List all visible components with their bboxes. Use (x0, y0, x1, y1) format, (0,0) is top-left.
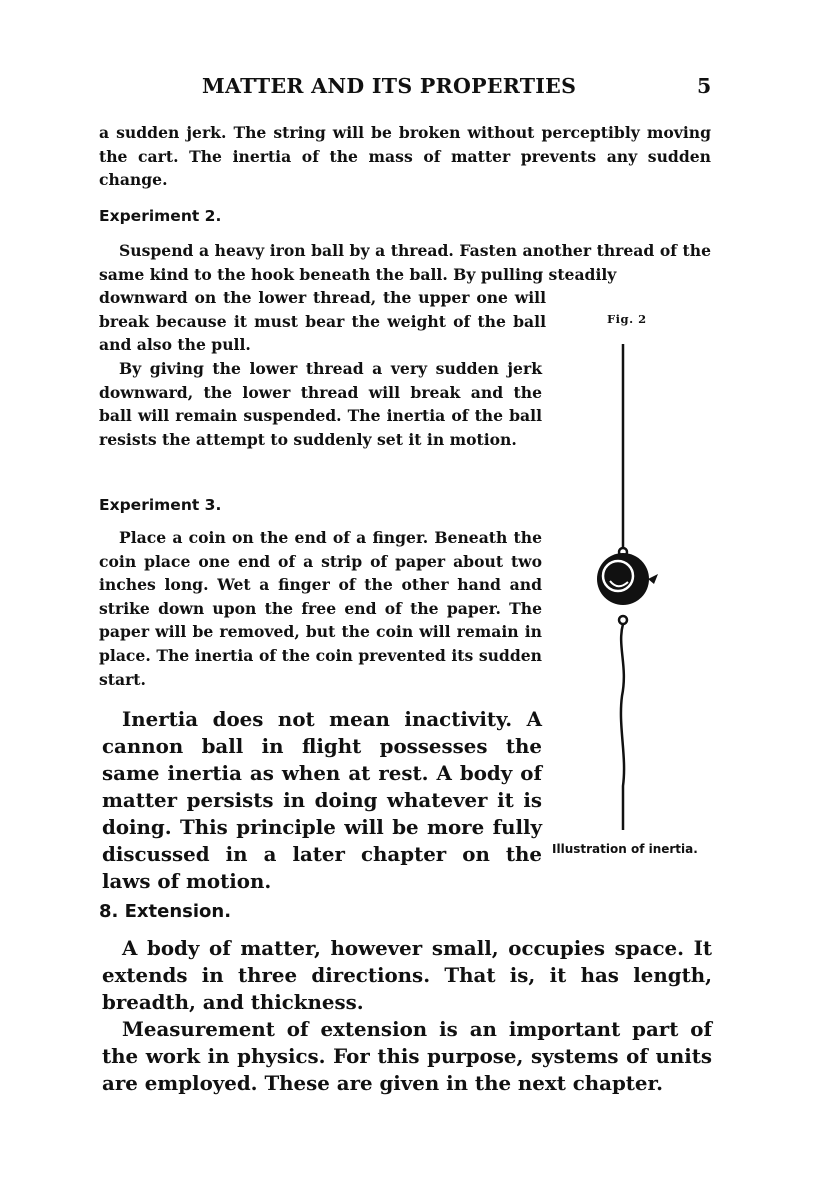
ball-lug (648, 574, 658, 584)
figure-label: Fig. 2 (607, 312, 647, 326)
experiment-3-heading: Experiment 3. (99, 496, 222, 514)
experiment-2-heading: Experiment 2. (99, 207, 222, 225)
page-number: 5 (697, 74, 712, 98)
inertia-figure (580, 336, 670, 836)
experiment-2-paragraph-narrow: downward on the lower thread, the upper one will break because it must bear the weight of the ball and also the pull. (99, 288, 546, 355)
experiment-3-paragraph: Place a coin on the end of a finger. Beneath the coin place one end of a strip of paper about two inches long. Wet a finger of the other hand and strike down upon the free end of the paper. The paper will be removed, but the coin will remain in place. The inertia of the coin prevented its sudden start. (99, 528, 542, 689)
lower-hook (619, 616, 627, 624)
extension-paragraph-1: A body of matter, however small, occupies space. It extends in three directions. That is, it has length, breadth, and thickness. (102, 936, 712, 1014)
intro-paragraph: a sudden jerk. The string will be broken without perceptibly moving the cart. The inertia of the mass of matter prevents any sudden change. (99, 123, 711, 190)
experiment-2-paragraph-2: By giving the lower thread a very sudden jerk downward, the lower thread will break and the ball will remain suspended. The inertia of the ball resists the attempt to suddenly set it in motion. (99, 359, 542, 449)
figure-caption: Illustration of inertia. (552, 842, 698, 856)
running-header-title: MATTER AND ITS PROPERTIES (202, 74, 577, 98)
lower-thread (621, 624, 624, 830)
extension-paragraph-2: Measurement of extension is an important part of the work in physics. For this purpose, systems of units are employed. These are given in the next chapter. (102, 1017, 712, 1095)
section-heading-extension: 8. Extension. (99, 901, 232, 922)
inertia-paragraph: Inertia does not mean inactivity. A cannon ball in flight possesses the same inertia as when at rest. A body of matter persists in doing whatever it is doing. This principle will be more fully discussed in a later chapter on the laws of motion. (102, 707, 542, 893)
experiment-2-paragraph-wide: Suspend a heavy iron ball by a thread. Fasten another thread of the same kind to the hook beneath the ball. By pulling steadily (99, 241, 711, 284)
